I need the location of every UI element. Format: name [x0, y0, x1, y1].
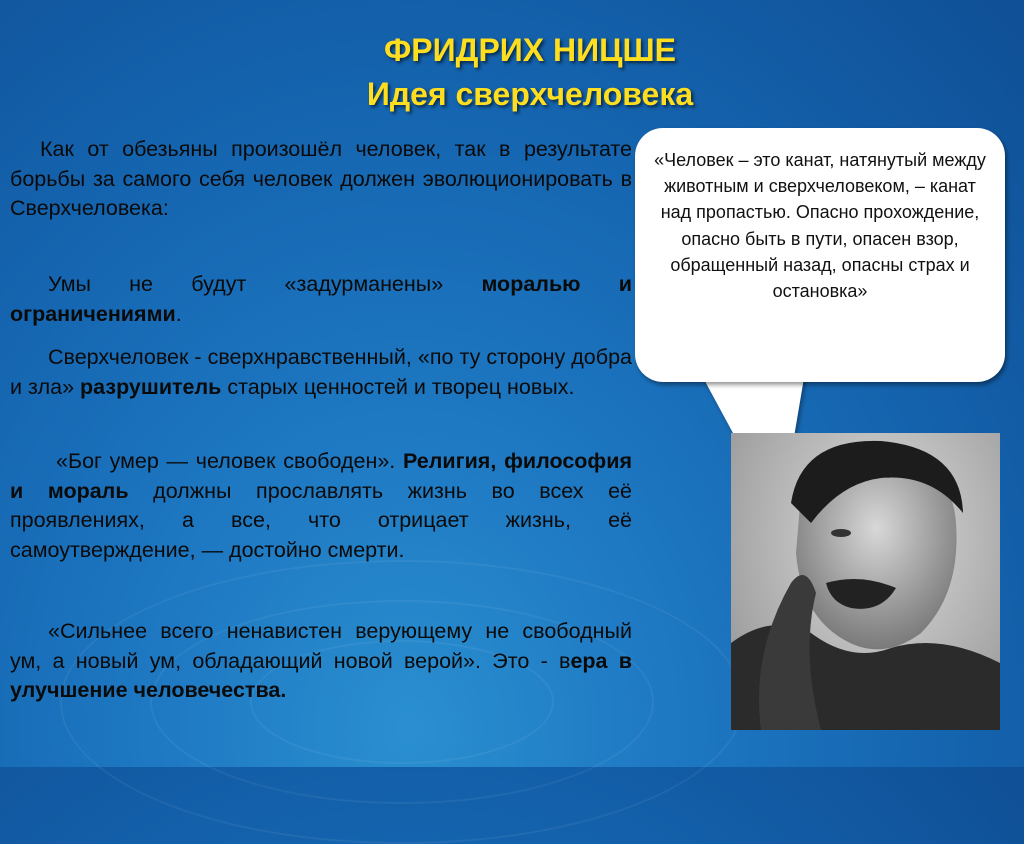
p1-bold: моралью и ограничениями [10, 272, 632, 326]
p2-end: старых ценностей и творец новых. [221, 374, 575, 399]
p3-bold: Религия, философия и мораль [10, 449, 632, 503]
portrait-drawing [731, 433, 1000, 730]
p4-text: «Сильнее всего ненавистен верующему не свободный ум, а новый ум, обладающий новой верой». Это - в [10, 619, 632, 673]
p3-end: должны прославлять жизнь во всех её проявлениях, а все, что отрицает жизнь, её самоутверждение, — достойно смерти. [10, 478, 632, 562]
p2-text: Сверхчеловек - сверхнравственный, «по ту сторону добра и зла» [10, 345, 632, 399]
p2-bold: разрушитель [80, 374, 222, 399]
quote-text: «Человек – это канат, натянутый между животным и сверхчеловеком, – канат над пропастью. Опасно прохождение, опасно быть в пути, опасен взор, обращенный назад, опасны страх и остановка» [654, 150, 986, 302]
title-line-1: ФРИДРИХ НИЦШЕ [383, 32, 676, 68]
p1-text: Умы не будут «задурманены» [48, 272, 482, 296]
intro-text: Как от обезьяны произошёл человек, так в результате борьбы за самого себя человек должен эволюционировать в Сверхчеловека: [10, 137, 632, 220]
eye-shape [831, 529, 851, 537]
portrait-photo [731, 433, 1000, 730]
title-line-2: Идея сверхчеловека [366, 76, 694, 112]
p4-bold: ера в улучшение человечества. [10, 648, 632, 702]
p3-text: «Бог умер — человек свободен». [56, 449, 403, 473]
p1-end: . [175, 301, 182, 326]
